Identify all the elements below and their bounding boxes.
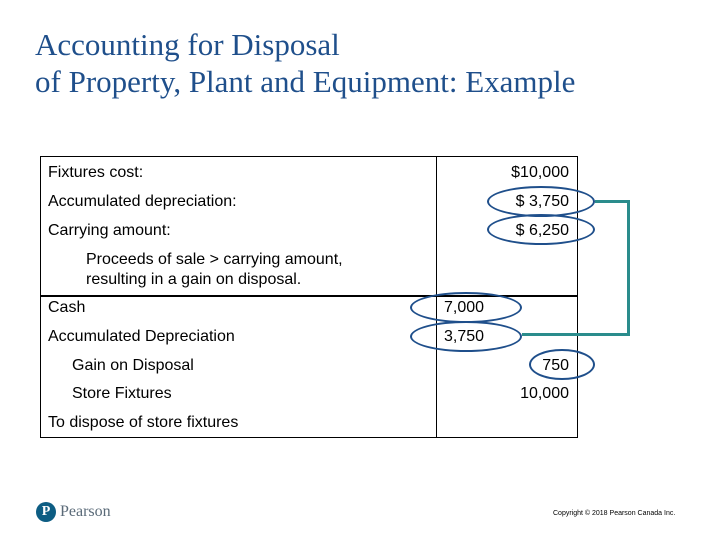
fixtures-cost-value: $10,000 [511,164,569,181]
highlight-oval-accum-dep-entry [410,321,522,352]
title-line-1: Accounting for Disposal [35,27,340,62]
journal-row-gain-account: Gain on Disposal [72,357,194,374]
journal-row-fixtures-credit: 10,000 [520,385,569,402]
note-line-1: Proceeds of sale > carrying amount, [86,251,343,268]
journal-row-accum-dep-debit: 3,750 [444,328,485,345]
pearson-logo-icon: P [36,502,56,522]
connector-vertical [627,200,630,336]
journal-row-accum-dep-account: Accumulated Depreciation [48,328,235,345]
carrying-amount-label: Carrying amount: [48,222,171,239]
carrying-amount-value: $ 6,250 [515,222,569,239]
pearson-logo-text: Pearson [60,503,111,520]
pearson-logo [36,502,111,522]
connector-top-horizontal [595,200,630,203]
highlight-oval-carrying-amount [487,214,595,245]
accumulated-depreciation-value: $ 3,750 [515,193,569,210]
highlight-oval-gain [529,349,595,380]
slide-title [35,26,695,100]
journal-row-cash-account: Cash [48,299,86,316]
title-line-2: of Property, Plant and Equipment: Example [35,64,576,99]
journal-row-cash-debit: 7,000 [444,299,485,316]
highlight-oval-cash [410,292,522,323]
copyright-notice: Copyright © 2018 Pearson Canada Inc. [553,510,676,517]
note-line-2: resulting in a gain on disposal. [86,271,302,288]
accumulated-depreciation-label: Accumulated depreciation: [48,193,237,210]
highlight-oval-accum-dep [487,186,595,217]
connector-bottom-horizontal [522,333,630,336]
fixtures-cost-label: Fixtures cost: [48,164,144,181]
summary-divider [436,156,437,296]
journal-row-gain-credit: 750 [542,357,569,374]
journal-description: To dispose of store fixtures [48,414,239,431]
journal-row-fixtures-account: Store Fixtures [72,385,172,402]
